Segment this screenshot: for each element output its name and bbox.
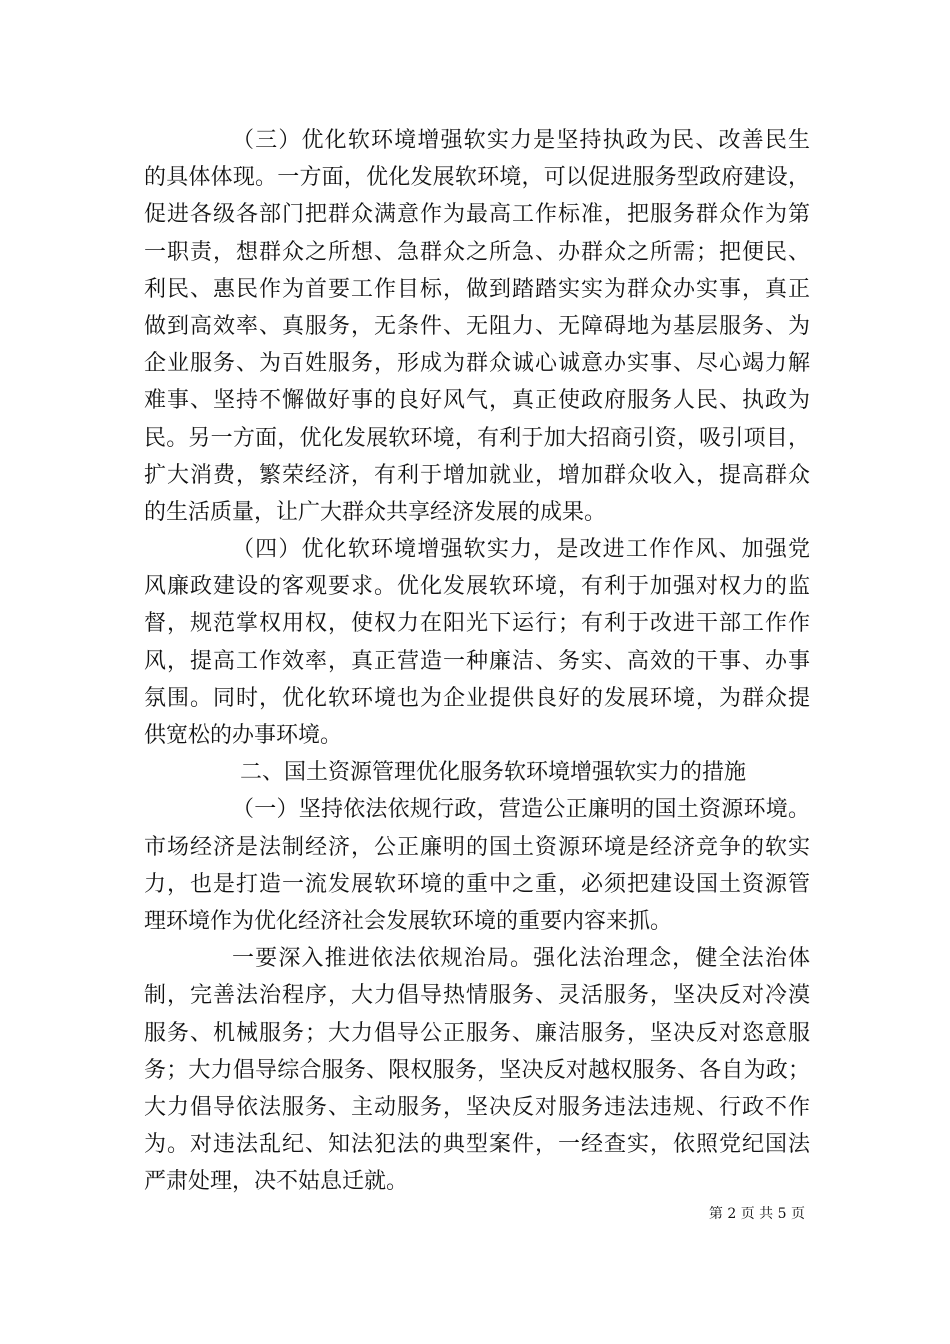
text-line: 企业服务、为百姓服务，形成为群众诚心诚意办实事、尽心竭力解 [144,351,810,377]
paragraph [144,531,810,754]
text-line: 制，完善法治程序，大力倡导热情服务、灵活服务，坚决反对冷漠 [144,983,810,1009]
text-line: 一职责，想群众之所想、急群众之所急、办群众之所需；把便民、 [144,239,810,265]
text-line: 风廉政建设的客观要求。优化发展软环境，有利于加强对权力的监 [144,574,810,600]
text-line: （四）优化软环境增强软实力，是改进工作作风、加强党 [232,537,810,563]
text-line: （一）坚持依法依规行政，营造公正廉明的国土资源环境。 [232,797,810,823]
paragraph [144,940,810,1200]
text-line: 理环境作为优化经济社会发展软环境的重要内容来抓。 [144,908,673,934]
text-line: 民。另一方面，优化发展软环境，有利于加大招商引资，吸引项目， [144,425,810,451]
text-line: 供宽松的办事环境。 [144,723,343,748]
section-heading [144,754,810,791]
text-line: 督，规范掌权用权，使权力在阳光下运行；有利于改进干部工作作 [144,611,810,637]
text-line: 一要深入推进依法依规治局。强化法治理念，健全法治体 [232,946,810,972]
paragraph [144,791,810,940]
text-line: 做到高效率、真服务，无条件、无阻力、无障碍地为基层服务、为 [144,313,810,339]
document-body [144,122,810,1200]
text-line: 严肃处理，决不姑息迁就。 [144,1169,409,1195]
text-line: 大力倡导依法服务、主动服务，坚决反对服务违法违规、行政不作 [144,1094,810,1120]
text-line: 二、国土资源管理优化服务软环境增强软实力的措施 [240,760,747,786]
text-line: 难事、坚持不懈做好事的良好风气，真正使政府服务人民、执政为 [144,388,810,414]
text-line: 市场经济是法制经济，公正廉明的国土资源环境是经济竞争的软实 [144,834,810,860]
page-number: 第 2 页 共 5 页 [708,1206,805,1222]
text-line: 扩大消费，繁荣经济，有利于增加就业，增加群众收入，提高群众 [144,462,810,488]
text-line: （三）优化软环境增强软实力是坚持执政为民、改善民生 [232,128,810,153]
paragraph [144,122,810,531]
text-line: 服务、机械服务；大力倡导公正服务、廉洁服务，坚决反对恣意服 [144,1020,810,1046]
text-line: 为。对违法乱纪、知法犯法的典型案件，一经查实，依照党纪国法 [144,1132,810,1158]
text-line: 务；大力倡导综合服务、限权服务，坚决反对越权服务、各自为政； [144,1057,810,1083]
text-line: 力，也是打造一流发展软环境的重中之重，必须把建设国土资源管 [144,871,810,897]
text-line: 风，提高工作效率，真正营造一种廉洁、务实、高效的干事、办事 [144,648,810,674]
text-line: 的具体体现。一方面，优化发展软环境，可以促进服务型政府建设， [144,165,810,191]
text-line: 利民、惠民作为首要工作目标，做到踏踏实实为群众办实事，真正 [144,276,810,302]
text-line: 促进各级各部门把群众满意作为最高工作标准，把服务群众作为第 [144,202,810,228]
text-line: 的生活质量，让广大群众共享经济发展的成果。 [144,499,607,525]
text-line: 氛围。同时，优化软环境也为企业提供良好的发展环境，为群众提 [144,685,810,711]
